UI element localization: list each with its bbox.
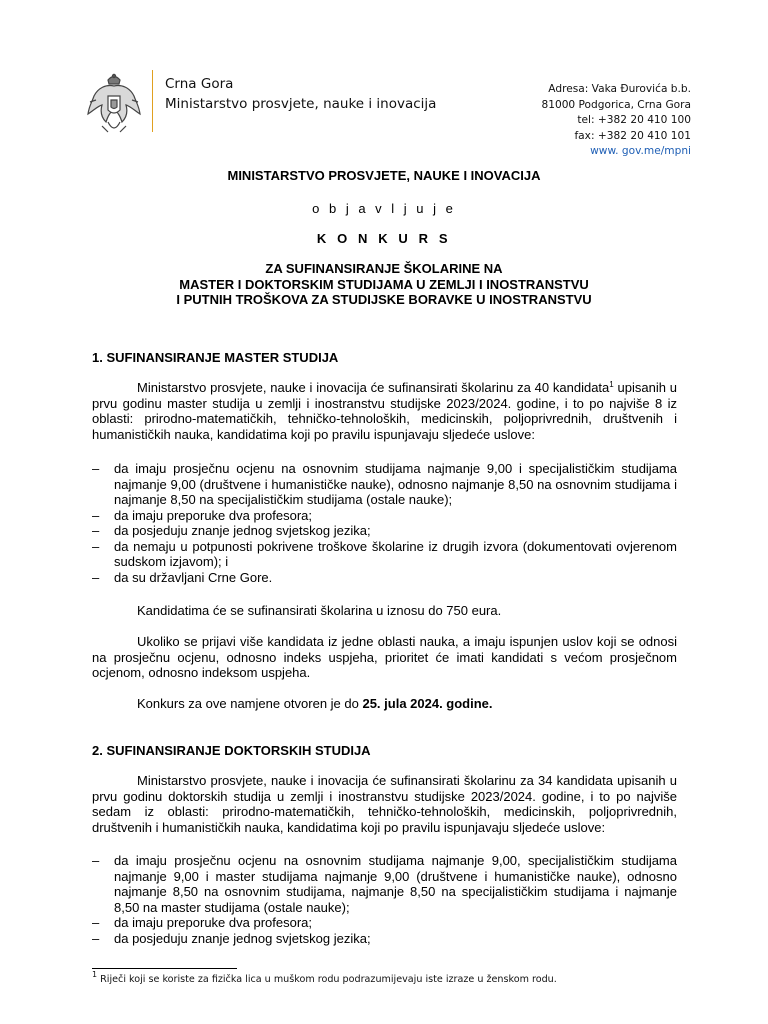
section-1-intro-text: Ministarstvo prosvjete, nauke i inovacija će sufinansirati školarinu za 40 kandidata bbox=[137, 380, 610, 395]
country-name: Crna Gora bbox=[165, 76, 234, 92]
address-city: 81000 Podgorica, Crna Gora bbox=[541, 98, 691, 111]
address-phone: tel: +382 20 410 100 bbox=[577, 114, 691, 127]
issuer-heading: MINISTARSTVO PROSVJETE, NAUKE I INOVACIJA bbox=[227, 168, 541, 183]
subject-line-3: I PUTNIH TROŠKOVA ZA STUDIJSKE BORAVKE U INOSTRANSTVU bbox=[176, 292, 592, 308]
list-item: – da imaju prosječnu ocjenu na osnovnim studijama najmanje 9,00 i specijalističkim studijama najmanje 9,00 (društvene i humanističke nauke), odnosno najmanje 8,50 na osnovnim studijama i najmanje 8,50 na specijalističkim studijama (ostale nauke); bbox=[92, 461, 677, 508]
section-1-amount: Kandidatima će se sufinansirati školarina u iznosu do 750 eura. bbox=[137, 603, 502, 618]
section-2-heading: 2. SUFINANSIRANJE DOKTORSKIH STUDIJA bbox=[92, 743, 371, 758]
section-2-intro: Ministarstvo prosvjete, nauke i inovacija će sufinansirati školarinu za 34 kandidata upisanih u prvu godinu doktorskih studija u zemlji i inostranstvu studijske 2023/2024. godine, i to po najviše sedam iz oblasti: prirodno-matematičkih, tehničko-tehnoloških, medicinskih, poljoprivrednih, društvenih i humanističkih nauka, kandidatima koji po pravilu ispunjavaju sljedeće uslove: bbox=[92, 773, 677, 835]
section-1-priority: Ukoliko se prijavi više kandidata iz jedne oblasti nauka, a imaju ispunjen uslov koji se odnosi na prosječnu ocjenu, odnosno indeks uspjeha, prioritet će imati kandidati s većom prosječnom ocjenom, odnosno indeksom uspjeha. bbox=[92, 634, 677, 680]
website-link[interactable]: www. gov.me/mpni bbox=[590, 145, 691, 158]
address-street: Adresa: Vaka Đurovića b.b. bbox=[548, 83, 691, 95]
announces-text: o b j a v l j u j e bbox=[312, 201, 456, 216]
subject-line-1: ZA SUFINANSIRANJE ŠKOLARINE NA bbox=[265, 261, 503, 276]
coat-of-arms-logo bbox=[86, 72, 142, 138]
list-item: – da posjeduju znanje jednog svjetskog jezika; bbox=[92, 931, 677, 947]
konkurs-heading: K O N K U R S bbox=[316, 231, 452, 246]
eagle-crest-icon bbox=[86, 72, 142, 138]
footnote-ref: 1 bbox=[609, 380, 614, 389]
ministry-block bbox=[165, 74, 436, 114]
footnote-text: Riječi koji se koriste za fizička lica u muškom rodu podrazumijevaju iste izraze u ženskom rodu. bbox=[97, 974, 557, 985]
address-fax: fax: +382 20 410 101 bbox=[574, 129, 691, 142]
list-item: – da su državljani Crne Gore. bbox=[92, 570, 677, 586]
footnote-mark: 1 bbox=[92, 970, 98, 979]
section-1-conditions bbox=[92, 461, 677, 585]
section-1-heading: 1. SUFINANSIRANJE MASTER STUDIJA bbox=[92, 350, 339, 365]
section-2-conditions bbox=[92, 853, 677, 946]
subject-heading bbox=[0, 261, 768, 308]
list-item: – da nemaju u potpunosti pokrivene troškove školarine iz drugih izvora (dokumentovati ovjerenom sudskom izjavom); i bbox=[92, 539, 677, 570]
footnote bbox=[92, 970, 557, 985]
address-block bbox=[541, 82, 691, 160]
list-item: – da imaju preporuke dva profesora; bbox=[92, 508, 677, 524]
list-item: – da imaju prosječnu ocjenu na osnovnim studijama najmanje 9,00, specijalističkim studijama najmanje 9,00 i master studijama najmanje 9,00 (društvene i humanističke nauke), odnosno najmanje 8,50 na osnovnim studijama, najmanje 8,50 na specijalističkim studijama i najmanje 8,50 na master studijama (ostale nauke); bbox=[92, 853, 677, 915]
section-1-intro bbox=[92, 380, 677, 442]
header-divider bbox=[152, 70, 153, 132]
deadline-date: 25. jula 2024. godine. bbox=[362, 696, 493, 711]
list-item: – da posjeduju znanje jednog svjetskog jezika; bbox=[92, 523, 677, 539]
deadline-prefix: Konkurs za ove namjene otvoren je do bbox=[137, 696, 363, 711]
section-1-deadline bbox=[92, 696, 677, 712]
ministry-name: Ministarstvo prosvjete, nauke i inovacija bbox=[165, 96, 437, 112]
footnote-divider bbox=[92, 968, 237, 969]
section-1-intro-rest: upisanih u prvu godinu master studija u zemlji i inostranstvu studijske 2023/2024. godine, i to po najviše 8 iz oblasti: prirodno-matematičkih, tehničko-tehnoloških, medicinskih, poljoprivrednih, društvenih i humanističkih nauka, kandidatima koji po pravilu ispunjavaju sljedeće uslove: bbox=[92, 380, 677, 442]
list-item: – da imaju preporuke dva profesora; bbox=[92, 915, 677, 931]
subject-line-2: MASTER I DOKTORSKIM STUDIJAMA U ZEMLJI I INOSTRANSTVU bbox=[179, 276, 589, 292]
